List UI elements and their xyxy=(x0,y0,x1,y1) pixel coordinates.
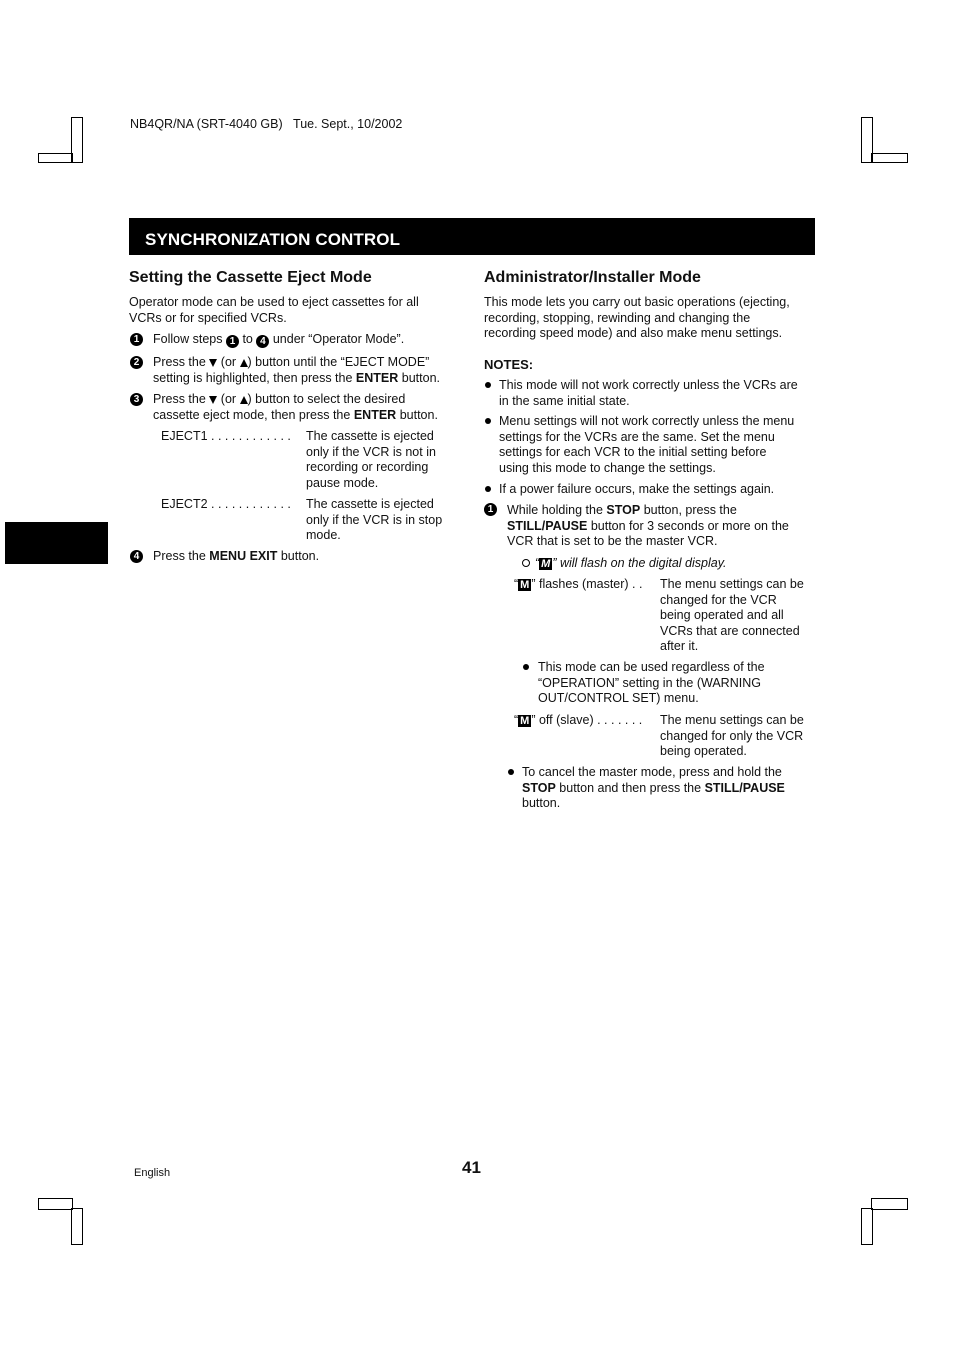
step-number: 1 xyxy=(484,503,497,516)
right-heading: Administrator/Installer Mode xyxy=(484,269,701,286)
crop-mark xyxy=(871,1198,908,1210)
crop-mark xyxy=(38,1198,73,1210)
note-3: If a power failure occurs, make the settings again. xyxy=(499,482,775,496)
up-arrow-icon xyxy=(240,359,248,367)
down-arrow-icon xyxy=(209,396,217,404)
slave-label: “ M ” off (slave) . . . . . . . xyxy=(514,713,643,727)
eject2-label: EJECT2 . . . . . . . . . . . . xyxy=(161,497,291,511)
master-label: “ M ” flashes (master) . . xyxy=(514,577,643,591)
flash-note: “ M ” will flash on the digital display. xyxy=(535,556,727,570)
bullet-icon xyxy=(485,418,491,424)
left-step-4: Press the MENU EXIT button. xyxy=(153,549,320,563)
eject2-desc: The cassette is ejected only if the VCR is in stop mode. xyxy=(306,497,443,542)
left-step-2: Press the (or ) button until the “EJECT MODE” setting is highlighted, then press the ENTER button. xyxy=(153,355,441,385)
m-indicator-icon: M xyxy=(541,558,551,570)
side-tab xyxy=(5,522,108,564)
left-heading: Setting the Cassette Eject Mode xyxy=(129,269,372,286)
crop-mark xyxy=(871,153,908,163)
left-intro: Operator mode can be used to eject cassettes for all VCRs or for specified VCRs. xyxy=(129,295,419,325)
crop-mark xyxy=(38,153,73,163)
left-step-1: Follow steps 1 to 4 under “Operator Mode”. xyxy=(153,332,405,347)
doc-header xyxy=(130,117,402,133)
bullet-icon xyxy=(485,486,491,492)
page-number: 41 xyxy=(462,1158,481,1177)
crop-mark xyxy=(861,1208,873,1245)
m-indicator-icon: M xyxy=(520,579,530,591)
up-arrow-icon xyxy=(240,396,248,404)
doc-code: NB4QR/NA (SRT-4040 GB) xyxy=(130,117,283,131)
footer-language: English xyxy=(134,1167,171,1179)
notes-label: NOTES: xyxy=(484,357,534,372)
right-intro: This mode lets you carry out basic operations (ejecting, recording, stopping, rewinding and changing the recording speed mode) and also make menu settings. xyxy=(484,295,790,340)
crop-mark xyxy=(71,1208,83,1245)
note-1: This mode will not work correctly unless the VCRs are in the same initial state. xyxy=(499,378,798,408)
eject1-desc: The cassette is ejected only if the VCR is not in recording or recording pause mode. xyxy=(306,429,436,490)
cancel-note: To cancel the master mode, press and hold the STOP button and then press the STILL/PAUSE button. xyxy=(522,765,785,810)
step-number: 4 xyxy=(130,550,143,563)
bullet-icon xyxy=(523,664,529,670)
step-number: 2 xyxy=(130,356,143,369)
step-number: 1 xyxy=(130,333,143,346)
down-arrow-icon xyxy=(209,359,217,367)
master-desc: The menu settings can be changed for the VCR being operated and all VCRs that are connected after it. xyxy=(660,577,804,653)
regardless-note: This mode can be used regardless of the “OPERATION” setting in the (WARNING OUT/CONTROL SET) menu. xyxy=(538,660,765,705)
section-banner xyxy=(129,218,815,255)
left-step-3: Press the (or ) button to select the desired cassette eject mode, then press the ENTER button. xyxy=(153,392,438,422)
bullet-icon xyxy=(508,769,514,775)
eject1-label: EJECT1 . . . . . . . . . . . . xyxy=(161,429,291,443)
right-step-1: While holding the STOP button, press the STILL/PAUSE button for 3 seconds or more on the VCR that is set to be the master VCR. xyxy=(507,503,789,548)
section-title: SYNCHRONIZATION CONTROL xyxy=(145,230,401,249)
bullet-icon xyxy=(485,382,491,388)
circle-bullet-icon xyxy=(522,559,530,567)
step-number: 3 xyxy=(130,393,143,406)
crop-mark xyxy=(71,117,83,163)
m-indicator-icon: M xyxy=(520,715,530,727)
slave-desc: The menu settings can be changed for only the VCR being operated. xyxy=(660,713,804,758)
doc-date: Tue. Sept., 10/2002 xyxy=(293,117,403,131)
note-2: Menu settings will not work correctly unless the menu settings for the VCRs are the same. Set the menu settings for each VCR to the initial setting before using this mode to change the settings. xyxy=(499,414,795,475)
